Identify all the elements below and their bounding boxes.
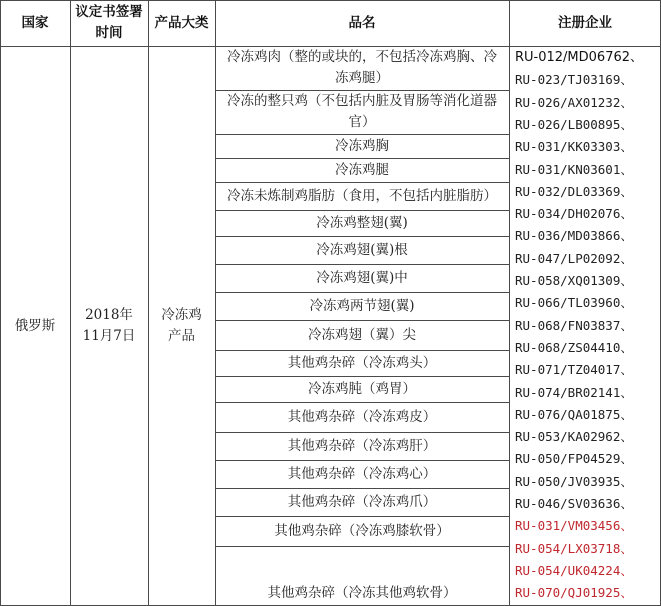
grid-line (509, 0, 510, 606)
company-code: RU-054/UK04224、 (515, 562, 633, 578)
company-code: RU-070/QJ01925、 (515, 585, 633, 601)
company-code: RU-031/KN03601、 (515, 161, 633, 177)
company-code: RU-032/DL03369、 (515, 183, 633, 199)
product-name: 其他鸡杂碎（冷冻鸡膝软骨） (274, 522, 450, 539)
grid-line (215, 264, 509, 265)
product-name: 其他鸡杂碎（冷冻鸡皮） (287, 408, 437, 425)
company-code: RU-046/SV03636、 (515, 496, 633, 511)
company-code: RU-036/MD03866、 (515, 228, 633, 244)
product-name: 冷冻鸡肉（整的或块的，不包括冷冻鸡胸、冷冻鸡腿） (227, 49, 497, 86)
product-name: 冷冻未炼制鸡脂肪（食用，不包括内脏脂肪） (227, 187, 497, 204)
company-code: RU-068/FN03837、 (515, 317, 633, 333)
grid-line (215, 402, 509, 403)
product-name: 冷冻鸡肫（鸡胃） (308, 380, 416, 397)
company-code: RU-026/AX01232、 (515, 94, 633, 110)
product-name: 其他鸡杂碎（冷冻鸡肝） (287, 437, 437, 454)
product-name: 冷冻鸡翅（翼）尖 (308, 326, 416, 343)
product-name: 冷冻鸡胸 (335, 137, 389, 154)
header-category: 产品大类 (154, 14, 209, 31)
grid-line (215, 0, 216, 606)
product-name: 其他鸡杂碎（冷冻鸡爪） (287, 493, 437, 510)
grid-line (215, 350, 509, 351)
product-name: 冷冻鸡翅(翼)中 (316, 269, 408, 286)
grid-line (215, 546, 509, 547)
grid-line (215, 460, 509, 461)
header-product: 品名 (348, 14, 376, 31)
grid-line (215, 488, 509, 489)
grid-line (215, 516, 509, 517)
grid-line (215, 158, 509, 159)
company-code: RU-054/LX03718、 (515, 540, 633, 556)
product-name: 其他鸡杂碎（冷冻其他鸡软骨） (267, 585, 457, 601)
country-cell: 俄罗斯 (14, 317, 56, 334)
company-code: RU-053/KA02962、 (515, 429, 633, 445)
grid-line (215, 182, 509, 183)
company-code: RU-034/DH02076、 (515, 206, 633, 222)
grid-line (215, 210, 509, 211)
company-code: RU-031/KK03303、 (515, 139, 633, 155)
company-code: RU-026/LB00895、 (515, 116, 633, 132)
product-name: 冷冻鸡两节翅(翼) (309, 297, 415, 314)
grid-line (215, 134, 509, 135)
grid-line (0, 0, 661, 1)
company-code: RU-068/ZS04410、 (515, 339, 633, 355)
product-name: 冷冻的整只鸡（不包括内脏及胃肠等消化道器官） (227, 93, 497, 130)
header-date: 议定书签署时间 (75, 4, 143, 41)
grid-line (215, 320, 509, 321)
product-name: 其他鸡杂碎（冷冻鸡心） (287, 465, 437, 482)
grid-line (215, 90, 509, 91)
company-code: RU-066/TL03960、 (515, 295, 633, 311)
product-name: 其他鸡杂碎（冷冻鸡头） (287, 354, 437, 371)
product-name: 冷冻鸡腿 (335, 161, 389, 178)
grid-line (0, 0, 1, 606)
grid-line (215, 432, 509, 433)
company-code: RU-074/BR02141、 (515, 384, 633, 400)
company-code: RU-058/XQ01309、 (515, 273, 633, 288)
product-name: 冷冻鸡翅(翼)根 (316, 241, 408, 258)
grid-line (215, 376, 509, 377)
company-code: RU-031/VM03456、 (515, 518, 633, 534)
company-code: RU-071/TZ04017、 (515, 362, 633, 378)
grid-line (148, 0, 149, 606)
product-name: 冷冻鸡整翅(翼) (316, 214, 408, 231)
grid-line (215, 292, 509, 293)
grid-line (215, 236, 509, 237)
company-code: RU-023/TJ03169、 (515, 72, 633, 88)
company-code: RU-047/LP02092、 (515, 250, 633, 266)
header-country: 国家 (21, 14, 49, 31)
grid-line (0, 46, 661, 47)
company-code: RU-050/FP04529、 (515, 451, 633, 467)
grid-line (70, 0, 71, 606)
company-code: RU-076/QA01875、 (515, 406, 633, 422)
company-code: RU-050/JV03935、 (515, 473, 633, 489)
company-code: RU-012/MD06762、 (515, 50, 644, 65)
header-company: 注册企业 (558, 14, 612, 31)
signing-date-cell: 2018年11月7日 (82, 307, 136, 344)
product-category-cell: 冷冻鸡产品 (161, 307, 202, 344)
